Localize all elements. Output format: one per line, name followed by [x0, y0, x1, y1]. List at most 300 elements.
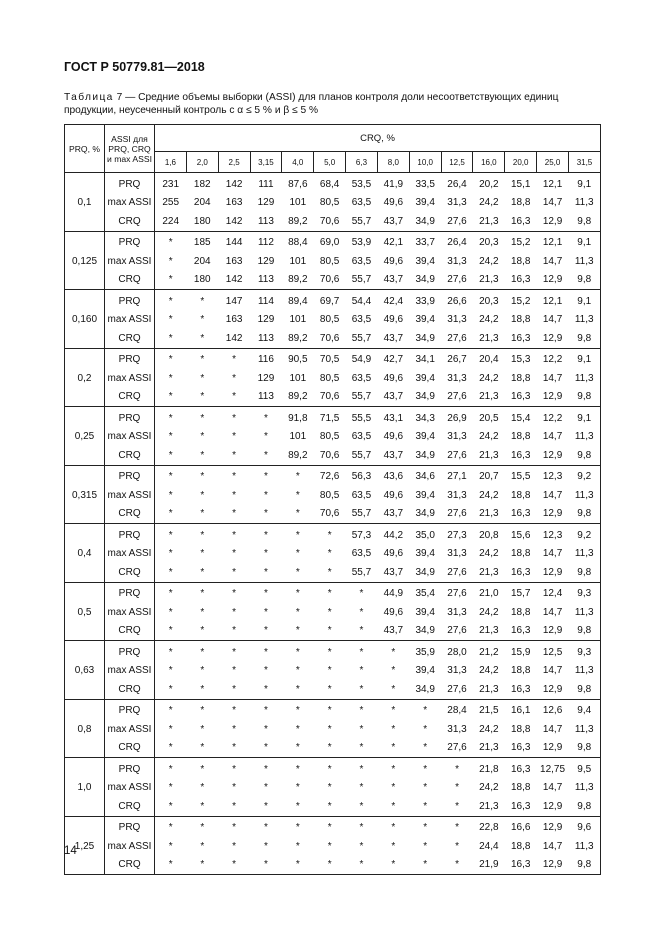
value-cell: 15,9: [510, 646, 531, 658]
value-cell: 9,2: [568, 465, 600, 486]
value-cell: 27,6: [441, 680, 473, 699]
value-cell: 21,3: [473, 505, 505, 524]
prq-value-cell: 0,25: [65, 407, 105, 466]
value-cell: *: [168, 372, 173, 384]
value-cell: *: [264, 412, 268, 424]
table-row: [65, 329, 601, 348]
value-cell: *: [218, 446, 250, 465]
value-cell: *: [168, 354, 173, 366]
value-cell: 33,7: [415, 237, 435, 249]
value-cell: 89,2: [282, 271, 314, 290]
value-cell: 101: [289, 372, 307, 384]
value-cell: *: [346, 797, 378, 816]
value-cell: *: [455, 782, 459, 794]
value-cell: 54,9: [351, 354, 372, 366]
value-cell: *: [200, 529, 205, 541]
value-cell: 9,8: [568, 212, 600, 231]
value-cell: 44,9: [383, 588, 404, 600]
value-cell: 12,1: [542, 178, 563, 190]
crq-column-header: 5,0: [314, 152, 346, 173]
value-cell: 20,7: [479, 471, 499, 483]
table-row: [65, 465, 601, 486]
value-cell: 49,6: [383, 489, 404, 501]
value-cell: 31,3: [447, 548, 467, 560]
value-cell: 54,4: [351, 295, 372, 307]
row-label-cell: max ASSI: [105, 252, 155, 271]
value-cell: 31,3: [447, 431, 467, 443]
value-cell: 9,1: [568, 231, 600, 252]
value-cell: 63,5: [351, 314, 372, 326]
value-cell: 27,6: [441, 505, 473, 524]
value-cell: 33,9: [415, 295, 435, 307]
value-cell: *: [327, 646, 332, 658]
value-cell: 28,0: [447, 646, 467, 658]
value-cell: *: [186, 739, 218, 758]
row-label-cell: CRQ: [105, 271, 155, 290]
value-cell: *: [186, 563, 218, 582]
value-cell: 11,3: [568, 194, 600, 213]
prq-value-cell: 0,315: [65, 465, 105, 524]
value-cell: 89,2: [282, 329, 314, 348]
row-label-cell: max ASSI: [105, 837, 155, 856]
value-cell: 49,6: [383, 431, 404, 443]
value-cell: *: [155, 797, 187, 816]
value-cell: *: [232, 646, 237, 658]
value-cell: *: [314, 797, 346, 816]
value-cell: *: [391, 665, 396, 677]
value-cell: *: [168, 471, 173, 483]
value-cell: 9,8: [568, 563, 600, 582]
value-cell: 43,7: [377, 446, 409, 465]
value-cell: 9,1: [568, 348, 600, 369]
value-cell: 63,5: [351, 489, 372, 501]
value-cell: *: [282, 680, 314, 699]
value-cell: 101: [289, 314, 307, 326]
table-row: [65, 856, 601, 875]
value-cell: *: [359, 665, 364, 677]
value-cell: 16,3: [505, 680, 537, 699]
value-cell: 39,4: [415, 548, 435, 560]
header-assi: ASSI для PRQ, CRQ и max ASSI: [105, 125, 155, 173]
value-cell: 34,9: [409, 622, 441, 641]
value-cell: *: [186, 329, 218, 348]
value-cell: 11,3: [568, 545, 600, 564]
value-cell: *: [232, 471, 237, 483]
value-cell: 88,4: [288, 237, 308, 249]
value-cell: *: [250, 505, 282, 524]
value-cell: 142: [225, 178, 243, 190]
value-cell: *: [359, 822, 364, 834]
value-cell: 113: [250, 388, 282, 407]
value-cell: 34,9: [409, 680, 441, 699]
crq-column-header: 25,0: [537, 152, 569, 173]
value-cell: *: [168, 665, 173, 677]
value-cell: *: [155, 622, 187, 641]
value-cell: 43,6: [383, 471, 404, 483]
value-cell: *: [264, 763, 268, 775]
value-cell: 34,9: [409, 505, 441, 524]
table-row: [65, 428, 601, 447]
value-cell: 63,5: [351, 431, 372, 443]
value-cell: 21,3: [473, 271, 505, 290]
value-cell: 9,8: [568, 446, 600, 465]
value-cell: *: [155, 563, 187, 582]
value-cell: *: [377, 680, 409, 699]
value-cell: *: [346, 856, 378, 875]
value-cell: *: [346, 622, 378, 641]
value-cell: 27,6: [441, 446, 473, 465]
value-cell: 39,4: [415, 606, 435, 618]
row-label-cell: PRQ: [105, 290, 155, 311]
value-cell: *: [200, 471, 205, 483]
value-cell: *: [232, 606, 237, 618]
value-cell: 89,2: [282, 212, 314, 231]
prq-value-cell: 0,8: [65, 699, 105, 758]
row-label-cell: CRQ: [105, 797, 155, 816]
value-cell: 34,6: [415, 471, 435, 483]
value-cell: *: [264, 588, 268, 600]
prq-value-cell: 0,125: [65, 231, 105, 290]
value-cell: 69,7: [319, 295, 340, 307]
prq-value-cell: 0,5: [65, 582, 105, 641]
value-cell: 12,9: [542, 822, 563, 834]
table-row: [65, 545, 601, 564]
value-cell: 12,9: [537, 797, 569, 816]
value-cell: 20,3: [479, 237, 499, 249]
table-row: [65, 212, 601, 231]
value-cell: 24,2: [479, 489, 499, 501]
value-cell: 63,5: [351, 197, 372, 209]
table-row: [65, 662, 601, 681]
value-cell: *: [377, 797, 409, 816]
value-cell: 55,7: [346, 388, 378, 407]
value-cell: 147: [225, 295, 243, 307]
value-cell: *: [264, 723, 268, 735]
value-cell: 14,7: [542, 782, 563, 794]
value-cell: *: [168, 705, 173, 717]
value-cell: 43,1: [383, 412, 404, 424]
value-cell: 16,3: [505, 856, 537, 875]
value-cell: *: [295, 840, 300, 852]
value-cell: 12,9: [537, 446, 569, 465]
value-cell: 63,5: [351, 548, 372, 560]
row-label-cell: CRQ: [105, 856, 155, 875]
value-cell: *: [218, 388, 250, 407]
value-cell: 39,4: [415, 314, 435, 326]
value-cell: 180: [186, 212, 218, 231]
value-cell: 11,3: [568, 779, 600, 798]
value-cell: *: [250, 680, 282, 699]
crq-column-header: 1,6: [155, 152, 187, 173]
page-number: 14: [64, 845, 77, 857]
value-cell: *: [155, 446, 187, 465]
value-cell: *: [200, 723, 205, 735]
value-cell: *: [155, 271, 187, 290]
value-cell: 70,6: [314, 212, 346, 231]
value-cell: 21,3: [473, 329, 505, 348]
value-cell: 20,4: [479, 354, 499, 366]
value-cell: *: [409, 739, 441, 758]
prq-value-cell: 0,63: [65, 641, 105, 700]
value-cell: *: [232, 588, 237, 600]
value-cell: 34,9: [409, 388, 441, 407]
prq-value-cell: 0,4: [65, 524, 105, 583]
value-cell: 20,5: [479, 412, 499, 424]
value-cell: 11,3: [568, 311, 600, 330]
row-label-cell: CRQ: [105, 680, 155, 699]
value-cell: 114: [257, 295, 274, 307]
row-label-cell: PRQ: [105, 465, 155, 486]
value-cell: 27,6: [441, 622, 473, 641]
value-cell: 42,7: [383, 354, 404, 366]
row-label-cell: PRQ: [105, 348, 155, 369]
value-cell: *: [168, 723, 173, 735]
table-caption-lead: Таблица: [64, 92, 114, 103]
value-cell: 14,7: [542, 489, 563, 501]
value-cell: 27,6: [441, 563, 473, 582]
value-cell: 12,9: [537, 739, 569, 758]
row-label-cell: max ASSI: [105, 369, 155, 388]
value-cell: 255: [162, 197, 180, 209]
value-cell: *: [423, 705, 428, 717]
value-cell: 16,3: [505, 563, 537, 582]
value-cell: *: [359, 588, 364, 600]
value-cell: 21,2: [479, 646, 499, 658]
value-cell: 14,7: [542, 548, 563, 560]
value-cell: *: [391, 705, 396, 717]
value-cell: 44,2: [383, 529, 404, 541]
value-cell: 12,9: [537, 505, 569, 524]
value-cell: 9,2: [568, 524, 600, 545]
header-crq: CRQ, %: [155, 125, 601, 152]
table-row: [65, 816, 601, 837]
value-cell: 12,75: [540, 763, 566, 775]
value-cell: 27,6: [441, 388, 473, 407]
value-cell: *: [264, 840, 268, 852]
value-cell: *: [264, 548, 268, 560]
value-cell: 69,0: [319, 237, 340, 249]
value-cell: *: [168, 412, 173, 424]
value-cell: 113: [250, 329, 282, 348]
value-cell: *: [218, 680, 250, 699]
row-label-cell: max ASSI: [105, 194, 155, 213]
value-cell: 129: [257, 255, 275, 267]
value-cell: *: [423, 822, 428, 834]
value-cell: 12,3: [542, 529, 563, 541]
row-label-cell: PRQ: [105, 758, 155, 779]
value-cell: 63,5: [351, 255, 372, 267]
value-cell: *: [250, 856, 282, 875]
value-cell: *: [441, 797, 473, 816]
table-row: [65, 446, 601, 465]
value-cell: 27,1: [447, 471, 467, 483]
value-cell: 43,7: [377, 388, 409, 407]
row-label-cell: PRQ: [105, 699, 155, 720]
value-cell: 39,4: [415, 255, 435, 267]
value-cell: 16,3: [505, 739, 537, 758]
value-cell: *: [327, 606, 332, 618]
value-cell: *: [232, 372, 237, 384]
value-cell: 34,3: [415, 412, 435, 424]
value-cell: 16,3: [505, 446, 537, 465]
value-cell: *: [346, 739, 378, 758]
table-row: [65, 505, 601, 524]
table-row: [65, 311, 601, 330]
table-row: [65, 758, 601, 779]
value-cell: 15,7: [510, 588, 531, 600]
value-cell: *: [314, 563, 346, 582]
value-cell: 24,2: [479, 665, 499, 677]
crq-column-header: 8,0: [377, 152, 409, 173]
value-cell: *: [168, 548, 173, 560]
value-cell: *: [250, 739, 282, 758]
value-cell: 70,6: [314, 505, 346, 524]
table-row: [65, 797, 601, 816]
value-cell: *: [314, 622, 346, 641]
value-cell: *: [377, 856, 409, 875]
value-cell: 142: [218, 329, 250, 348]
value-cell: 24,4: [479, 840, 499, 852]
value-cell: *: [232, 782, 237, 794]
value-cell: *: [232, 412, 237, 424]
value-cell: *: [218, 505, 250, 524]
prq-value-cell: 1,0: [65, 758, 105, 817]
value-cell: 9,6: [568, 816, 600, 837]
value-cell: *: [218, 797, 250, 816]
value-cell: 21,3: [473, 622, 505, 641]
value-cell: *: [282, 797, 314, 816]
value-cell: *: [359, 606, 364, 618]
value-cell: 39,4: [415, 197, 435, 209]
value-cell: *: [295, 723, 300, 735]
crq-column-header: 4,0: [282, 152, 314, 173]
value-cell: *: [168, 295, 173, 307]
value-cell: 204: [193, 255, 211, 267]
value-cell: 80,5: [319, 255, 340, 267]
value-cell: 39,4: [415, 665, 435, 677]
table-row: [65, 524, 601, 545]
value-cell: *: [200, 705, 205, 717]
crq-column-header: 3,15: [250, 152, 282, 173]
value-cell: 9,1: [568, 290, 600, 311]
value-cell: *: [232, 723, 237, 735]
value-cell: 89,2: [282, 388, 314, 407]
value-cell: 21,8: [479, 763, 499, 775]
value-cell: *: [327, 548, 332, 560]
value-cell: 180: [186, 271, 218, 290]
value-cell: 24,2: [479, 314, 499, 326]
value-cell: *: [295, 665, 300, 677]
table-row: [65, 622, 601, 641]
crq-column-header: 2,0: [186, 152, 218, 173]
value-cell: 9,8: [568, 797, 600, 816]
value-cell: 56,3: [351, 471, 372, 483]
value-cell: 26,9: [447, 412, 467, 424]
value-cell: 31,3: [447, 606, 467, 618]
value-cell: 34,1: [415, 354, 435, 366]
value-cell: *: [264, 665, 268, 677]
value-cell: 11,3: [568, 369, 600, 388]
value-cell: 35,4: [415, 588, 435, 600]
value-cell: *: [250, 446, 282, 465]
value-cell: 80,5: [319, 197, 340, 209]
prq-value-cell: 0,2: [65, 348, 105, 407]
value-cell: 11,3: [568, 720, 600, 739]
value-cell: *: [186, 446, 218, 465]
value-cell: *: [186, 856, 218, 875]
value-cell: *: [295, 782, 300, 794]
value-cell: *: [218, 622, 250, 641]
value-cell: 9,8: [568, 271, 600, 290]
crq-column-header: 16,0: [473, 152, 505, 173]
value-cell: *: [264, 646, 268, 658]
value-cell: 34,9: [409, 563, 441, 582]
value-cell: 20,8: [479, 529, 499, 541]
value-cell: 14,7: [542, 606, 563, 618]
value-cell: *: [359, 763, 364, 775]
value-cell: 21,9: [473, 856, 505, 875]
value-cell: *: [391, 782, 396, 794]
value-cell: 14,7: [542, 197, 563, 209]
value-cell: *: [295, 822, 300, 834]
value-cell: *: [295, 646, 300, 658]
value-cell: *: [455, 822, 459, 834]
prq-value-cell: 1,25: [65, 816, 105, 875]
value-cell: *: [282, 622, 314, 641]
value-cell: 21,5: [479, 705, 499, 717]
value-cell: 55,7: [346, 329, 378, 348]
value-cell: 39,4: [415, 431, 435, 443]
value-cell: *: [250, 797, 282, 816]
value-cell: 21,3: [473, 388, 505, 407]
value-cell: 16,3: [505, 271, 537, 290]
value-cell: 16,3: [505, 388, 537, 407]
value-cell: 142: [218, 212, 250, 231]
value-cell: *: [264, 705, 268, 717]
value-cell: 9,4: [568, 699, 600, 720]
value-cell: *: [186, 797, 218, 816]
row-label-cell: PRQ: [105, 641, 155, 662]
value-cell: 112: [257, 237, 274, 249]
value-cell: *: [218, 856, 250, 875]
value-cell: 71,5: [319, 412, 340, 424]
value-cell: 11,3: [568, 603, 600, 622]
value-cell: *: [232, 354, 237, 366]
value-cell: 27,6: [441, 329, 473, 348]
value-cell: *: [264, 782, 268, 794]
value-cell: *: [423, 763, 428, 775]
value-cell: 89,4: [288, 295, 308, 307]
table-row: [65, 271, 601, 290]
row-label-cell: PRQ: [105, 524, 155, 545]
value-cell: 14,7: [542, 840, 563, 852]
table-row: [65, 739, 601, 758]
value-cell: 113: [250, 271, 282, 290]
value-cell: *: [168, 529, 173, 541]
value-cell: 35,9: [415, 646, 435, 658]
table-row: [65, 779, 601, 798]
value-cell: *: [168, 588, 173, 600]
value-cell: 27,6: [441, 739, 473, 758]
value-cell: *: [200, 763, 205, 775]
value-cell: 231: [162, 178, 180, 190]
value-cell: *: [327, 529, 332, 541]
value-cell: 11,3: [568, 486, 600, 505]
row-label-cell: CRQ: [105, 505, 155, 524]
value-cell: 12,6: [542, 705, 563, 717]
row-label-cell: CRQ: [105, 388, 155, 407]
value-cell: 9,8: [568, 856, 600, 875]
